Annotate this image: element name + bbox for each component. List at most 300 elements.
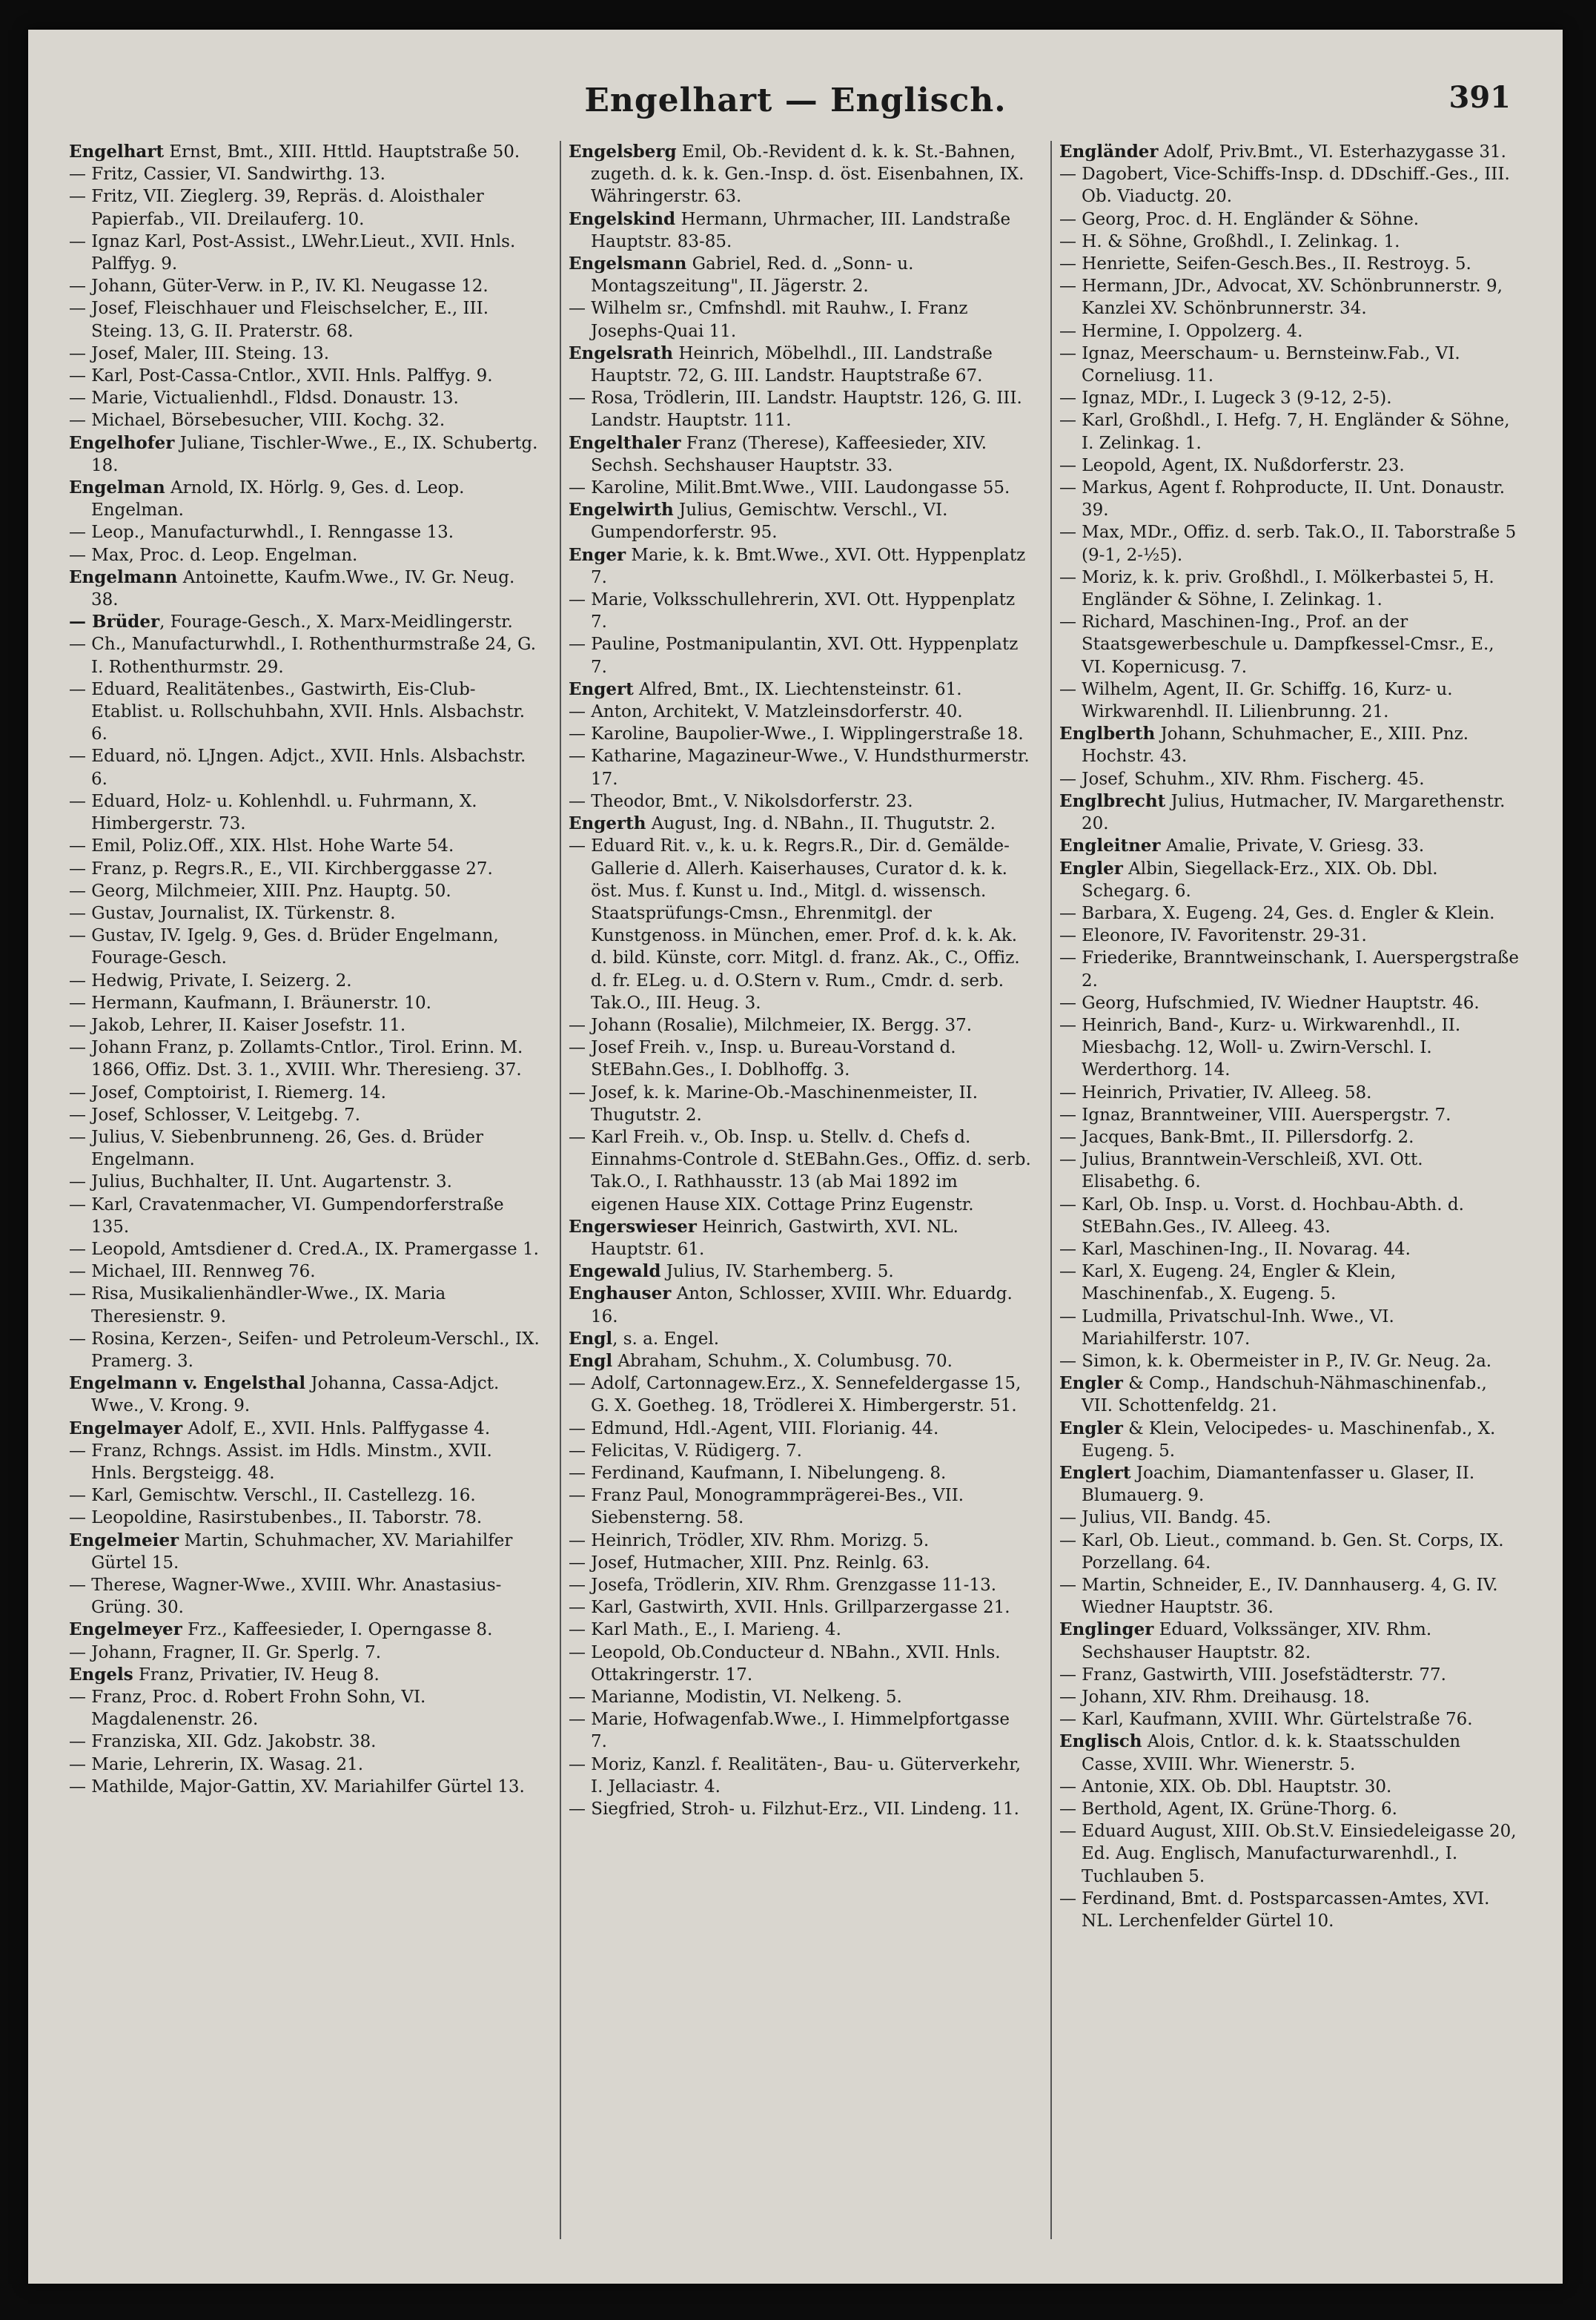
entry-headword: Engels (69, 1664, 133, 1685)
directory-entry (69, 1619, 540, 1641)
entry-text: — Marie, Hofwagenfab.Wwe., I. Himmelpfortgasse 7. (569, 1710, 1010, 1752)
page-number: 391 (1448, 80, 1511, 115)
entry-text: — Karl, Großhdl., I. Hefg. 7, H. Engländer & Söhne, I. Zelinkag. 1. (1059, 411, 1510, 453)
entry-text: — Therese, Wagner-Wwe., XVIII. Whr. Anastasius-Grüng. 30. (69, 1576, 502, 1618)
entry-text: Franz (Therese), Kaffeesieder, XIV. Sechsh. Sechshauser Hauptstr. 33. (591, 433, 987, 475)
entry-text: — Katharine, Magazineur-Wwe., V. Hundsthurmerstr. 17. (569, 747, 1030, 789)
directory-entry (69, 1731, 540, 1753)
directory-entry (69, 297, 540, 342)
entry-text: Franz, Privatier, IV. Heug 8. (133, 1665, 380, 1685)
directory-entry (69, 1642, 540, 1664)
entry-text: Julius, Hutmacher, IV. Margarethenstr. 20. (1082, 791, 1506, 834)
directory-entry (569, 1440, 1031, 1462)
entry-text: Heinrich, Gastwirth, XVI. NL. Hauptstr. 61. (591, 1217, 958, 1259)
entry-text: Adolf, Priv.Bmt., VI. Esterhazygasse 31. (1158, 142, 1506, 162)
directory-entry (569, 1754, 1031, 1798)
directory-entry (569, 1798, 1031, 1820)
directory-entry (1059, 275, 1522, 320)
directory-entry (1059, 1574, 1522, 1619)
entry-text: — Edmund, Hdl.-Agent, VIII. Florianig. 44. (569, 1418, 939, 1438)
entry-text: Juliane, Tischler-Wwe., E., IX. Schubertg. 18. (91, 433, 538, 475)
directory-entry (69, 902, 540, 925)
entry-text: — Heinrich, Band-, Kurz- u. Wirkwarenhdl., II. Miesbachg. 12, Woll- u. Zwirn-Verschl. I. Werderthorg. 14. (1059, 1015, 1461, 1080)
directory-entry (69, 1238, 540, 1260)
directory-entry (69, 992, 540, 1014)
entry-text: — Richard, Maschinen-Ing., Prof. an der Staatsgewerbeschule u. Dampfkessel-Cmsr., E., VI. Kopernicusg. 7. (1059, 612, 1494, 677)
directory-entry (1059, 343, 1522, 387)
entry-text: — Leop., Manufacturwhdl., I. Renngasse 13. (69, 523, 454, 543)
directory-entry (69, 566, 540, 611)
directory-entry (69, 432, 540, 477)
entry-text: — Martin, Schneider, E., IV. Dannhauserg. 4, G. IV. Wiedner Hauptstr. 36. (1059, 1576, 1498, 1618)
entry-text: — Eduard, nö. LJngen. Adjct., XVII. Hnls. Alsbachstr. 6. (69, 747, 526, 789)
directory-entry (69, 970, 540, 992)
entry-text: Eduard, Volkssänger, XIV. Rhm. Sechshauser Hauptstr. 82. (1082, 1620, 1432, 1662)
directory-entry (569, 208, 1031, 253)
directory-entry (569, 297, 1031, 342)
directory-entry (1059, 208, 1522, 231)
directory-entry (69, 835, 540, 857)
entry-text: — Josef, Fleischhauer und Fleischselcher, E., III. Steing. 13, G. II. Praterstr. 68. (69, 299, 489, 341)
directory-entry (69, 1126, 540, 1171)
entry-text: — Eduard Rit. v., k. u. k. Regrs.R., Dir. d. Gemälde-Gallerie d. Allerh. Kaiserhauses, Curator d. k. k. öst. Mus. f. Kunst u. Ind., Mitgl. d. wissensch. Staatsprüfungs-Cmsn., Ehrenmitgl. der Kunstgenoss. in München, emer. Prof. d. k. k. Ak. d. bild. Künste, corr. Mitgl. d. franz. Ak., C., Offiz. d. fr. ELeg. u. d. O.Stern v. Rum., Cmdr. d. serb. Tak.O., III. Heug. 3. (569, 836, 1020, 1013)
entry-text: — Julius, VII. Bandg. 45. (1059, 1508, 1271, 1528)
directory-entry (69, 1664, 540, 1686)
entry-headword: Engelman (69, 477, 165, 498)
entry-text: Julius, Gemischtw. Verschl., VI. Gumpendorferstr. 95. (591, 500, 948, 543)
entry-text: — Leopold, Amtsdiener d. Cred.A., IX. Pramergasse 1. (69, 1239, 539, 1259)
entry-headword: Engert (569, 678, 634, 699)
directory-entry (1059, 611, 1522, 678)
entry-headword: Engl (569, 1328, 613, 1349)
directory-entry (1059, 1686, 1522, 1708)
directory-entry (1059, 768, 1522, 790)
entry-text: — Georg, Hufschmied, IV. Wiedner Hauptstr. 46. (1059, 993, 1480, 1013)
directory-entry (569, 1328, 1031, 1350)
entry-text: — Henriette, Seifen-Gesch.Bes., II. Restroyg. 5. (1059, 254, 1471, 274)
directory-columns (69, 141, 1522, 2239)
column-left (69, 141, 540, 2239)
directory-entry (569, 835, 1031, 1014)
entry-text: Heinrich, Möbelhdl., III. Landstraße Hauptstr. 72, G. III. Landstr. Hauptstraße 67. (591, 343, 993, 386)
entry-text: — Wilhelm sr., Cmfnshdl. mit Rauhw., I. Franz Josephs-Quai 11. (569, 299, 968, 341)
entry-text: — Karl Freih. v., Ob. Insp. u. Stellv. d. Chefs d. Einnahms-Controle d. StEBahn.Ges., Offiz. d. serb. Tak.O., I. Rathhausstr. 13 (ab Mai 1892 im eigenen Hause XIX. Cottage Prinz Eugenstr. (569, 1127, 1031, 1214)
entry-text: — Karl, X. Eugeng. 24, Engler & Klein, Maschinenfab., X. Eugeng. 5. (1059, 1262, 1397, 1304)
entry-headword: Engelmann v. Engelsthal (69, 1373, 306, 1394)
entry-text: — Felicitas, V. Rüdigerg. 7. (569, 1441, 802, 1461)
directory-entry (69, 1283, 540, 1327)
entry-text: — Franz Paul, Monogrammprägerei-Bes., VII. Siebensterng. 58. (569, 1486, 964, 1528)
entry-text: — Josefa, Trödlerin, XIV. Rhm. Grenzgasse 11-13. (569, 1576, 997, 1595)
entry-text: — Marie, Victualienhdl., Fldsd. Donaustr. 13. (69, 389, 459, 409)
entry-text: , Fourage-Gesch., X. Marx-Meidlingerstr. (159, 612, 513, 632)
entry-text: — Karl, Cravatenmacher, VI. Gumpendorferstraße 135. (69, 1194, 504, 1237)
directory-entry (1059, 1798, 1522, 1820)
entry-text: — Karl, Post-Cassa-Cntlor., XVII. Hnls. Palffyg. 9. (69, 366, 493, 386)
entry-text: — Josef, Hutmacher, XIII. Pnz. Reinlg. 63. (569, 1553, 930, 1573)
entry-text: Gabriel, Red. d. „Sonn- u. Montagszeitung", II. Jägerstr. 2. (591, 254, 914, 297)
directory-entry (1059, 1350, 1522, 1372)
directory-entry (569, 1216, 1031, 1260)
entry-text: — Karl, Maschinen-Ing., II. Novarag. 44. (1059, 1239, 1411, 1259)
directory-entry (569, 1014, 1031, 1037)
entry-text: — Eduard, Holz- u. Kohlenhdl. u. Fuhrmann, X. Himbergerstr. 73. (69, 791, 477, 834)
directory-entry (569, 477, 1031, 499)
directory-entry (569, 432, 1031, 477)
directory-entry (569, 1596, 1031, 1619)
entry-text: — Barbara, X. Eugeng. 24, Ges. d. Engler & Klein. (1059, 903, 1495, 923)
directory-entry (1059, 902, 1522, 925)
entry-headword: Engelskind (569, 208, 676, 229)
directory-entry (69, 1530, 540, 1574)
directory-entry (69, 521, 540, 543)
directory-entry (1059, 1530, 1522, 1574)
entry-headword: Engelwirth (569, 500, 674, 520)
entry-text: Adolf, E., XVII. Hnls. Palffygasse 4. (182, 1418, 491, 1438)
entry-text: Marie, k. k. Bmt.Wwe., XVI. Ott. Hyppenplatz 7. (591, 545, 1026, 587)
entry-text: Johanna, Cassa-Adjct. Wwe., V. Krong. 9. (91, 1374, 500, 1416)
entry-text: — Markus, Agent f. Rohproducte, II. Unt. Donaustr. 39. (1059, 478, 1506, 520)
directory-entry (569, 1642, 1031, 1686)
directory-entry (69, 633, 540, 678)
directory-entry (1059, 477, 1522, 521)
directory-entry (69, 1776, 540, 1798)
entry-text: — Pauline, Postmanipulantin, XVI. Ott. Hyppenplatz 7. (569, 635, 1019, 677)
directory-entry (1059, 1731, 1522, 1775)
entry-text: — Ignaz, Branntweiner, VIII. Auerspergstr. 7. (1059, 1105, 1451, 1125)
directory-entry (1059, 387, 1522, 409)
directory-entry (69, 185, 540, 230)
directory-entry (1059, 1776, 1522, 1798)
directory-entry (1059, 1104, 1522, 1126)
entry-headword: Engelsrath (569, 343, 674, 363)
entry-text: — Ludmilla, Privatschul-Inh. Wwe., VI. Mariahilferstr. 107. (1059, 1306, 1394, 1349)
entry-text: — H. & Söhne, Großhdl., I. Zelinkag. 1. (1059, 231, 1400, 251)
directory-entry (1059, 1260, 1522, 1305)
entry-text: — Eleonore, IV. Favoritenstr. 29-31. (1059, 926, 1367, 946)
directory-entry (1059, 1418, 1522, 1462)
entry-text: — Eduard August, XIII. Ob.St.V. Einsiedeleigasse 20, Ed. Aug. Englisch, Manufacturwarenhdl., I. Tuchlauben 5. (1059, 1822, 1517, 1886)
directory-entry (569, 1686, 1031, 1708)
directory-page (28, 30, 1563, 2284)
directory-entry (569, 1037, 1031, 1081)
entry-text: Alois, Cntlor. d. k. k. Staatsschulden Casse, XVIII. Whr. Wienerstr. 5. (1082, 1732, 1461, 1774)
entry-text: — Simon, k. k. Obermeister in P., IV. Gr. Neug. 2a. (1059, 1351, 1492, 1371)
directory-entry (1059, 141, 1522, 163)
directory-entry (1059, 1619, 1522, 1663)
directory-entry (569, 1552, 1031, 1574)
directory-entry (69, 1484, 540, 1507)
directory-entry (1059, 992, 1522, 1014)
entry-text: — Julius, Branntwein-Verschleiß, XVI. Ott. Elisabethg. 6. (1059, 1150, 1423, 1192)
entry-headword: Engelhofer (69, 432, 175, 453)
directory-entry (569, 1372, 1031, 1417)
entry-text: — Ignaz Karl, Post-Assist., LWehr.Lieut., XVII. Hnls. Palffyg. 9. (69, 231, 516, 274)
entry-text: — Karoline, Baupolier-Wwe., I. Wipplingerstraße 18. (569, 724, 1024, 744)
directory-entry (69, 1328, 540, 1372)
directory-entry (569, 544, 1031, 589)
entry-text: — Heinrich, Trödler, XIV. Rhm. Morizg. 5. (569, 1530, 930, 1550)
entry-headword: Englert (1059, 1462, 1131, 1483)
directory-entry (1059, 320, 1522, 343)
entry-text: Ernst, Bmt., XIII. Httld. Hauptstraße 50. (164, 142, 520, 162)
entry-text: — Friederike, Branntweinschank, I. Auerspergstraße 2. (1059, 948, 1519, 991)
entry-text: — Franz, p. Regrs.R., E., VII. Kirchberggasse 27. (69, 859, 493, 879)
directory-entry (1059, 790, 1522, 835)
directory-entry (69, 1082, 540, 1104)
entry-text: — Max, MDr., Offiz. d. serb. Tak.O., II. Taborstraße 5 (9-1, 2-½5). (1059, 523, 1517, 565)
directory-entry (569, 678, 1031, 701)
running-title: Engelhart — Englisch. (584, 82, 1007, 119)
directory-entry (1059, 1462, 1522, 1507)
directory-entry (69, 611, 540, 633)
entry-text: — Ignaz, MDr., I. Lugeck 3 (9-12, 2-5). (1059, 389, 1392, 409)
entry-text: Albin, Siegellack-Erz., XIX. Ob. Dbl. Schegarg. 6. (1082, 859, 1438, 901)
entry-headword: Engewald (569, 1261, 661, 1282)
entry-text: — Fritz, Cassier, VI. Sandwirthg. 13. (69, 165, 385, 185)
entry-text: — Franz, Proc. d. Robert Frohn Sohn, VI. Magdalenenstr. 26. (69, 1688, 426, 1730)
directory-entry (69, 1686, 540, 1731)
directory-entry (569, 1619, 1031, 1641)
entry-text: — Johann, Fragner, II. Gr. Sperlg. 7. (69, 1642, 382, 1662)
entry-text: — Karl, Ob. Lieut., command. b. Gen. St. Corps, IX. Porzellang. 64. (1059, 1530, 1504, 1573)
entry-text: — Emil, Poliz.Off., XIX. Hlst. Hohe Warte 54. (69, 836, 454, 856)
entry-text: Abraham, Schuhm., X. Columbusg. 70. (612, 1351, 953, 1371)
directory-entry (69, 880, 540, 902)
entry-text: — Julius, Buchhalter, II. Unt. Augartenstr. 3. (69, 1172, 452, 1192)
entry-text: — Jakob, Lehrer, II. Kaiser Josefstr. 11. (69, 1015, 406, 1035)
directory-entry (1059, 1306, 1522, 1350)
directory-entry (569, 253, 1031, 297)
entry-text: — Karl, Kaufmann, XVIII. Whr. Gürtelstraße 76. (1059, 1710, 1473, 1730)
directory-entry (569, 387, 1031, 432)
entry-headword: Engelthaler (569, 432, 681, 453)
entry-headword: Englbrecht (1059, 790, 1166, 811)
entry-text: — Anton, Architekt, V. Matzleinsdorferstr. 40. (569, 702, 963, 722)
entry-text: — Jacques, Bank-Bmt., II. Pillersdorfg. 2. (1059, 1127, 1414, 1147)
directory-entry (1059, 723, 1522, 767)
directory-entry (69, 858, 540, 880)
directory-entry (569, 1708, 1031, 1753)
entry-text: — Johann Franz, p. Zollamts-Cntlor., Tirol. Erinn. M. 1866, Offiz. Dst. 3. 1., XVIII. Whr. Theresieng. 37. (69, 1038, 523, 1080)
entry-text: — Josef, Schlosser, V. Leitgebg. 7. (69, 1105, 361, 1125)
directory-entry (1059, 678, 1522, 723)
directory-entry (1059, 455, 1522, 477)
directory-entry (69, 141, 540, 163)
entry-headword: Englinger (1059, 1619, 1154, 1640)
directory-entry (1059, 1507, 1522, 1529)
directory-entry (569, 343, 1031, 387)
column-right (1050, 141, 1522, 2239)
entry-text: — Siegfried, Stroh- u. Filzhut-Erz., VII. Lindeng. 11. (569, 1800, 1019, 1820)
directory-entry (69, 1014, 540, 1037)
directory-entry (69, 1171, 540, 1193)
directory-entry (569, 1126, 1031, 1216)
directory-entry (69, 745, 540, 790)
directory-entry (69, 1418, 540, 1440)
directory-entry (69, 477, 540, 521)
entry-text: — Marianne, Modistin, VI. Nelkeng. 5. (569, 1688, 902, 1708)
directory-entry (69, 1507, 540, 1529)
entry-headword: Engler (1059, 1373, 1123, 1394)
directory-entry (569, 1283, 1031, 1327)
entry-text: — Ferdinand, Kaufmann, I. Nibelungeng. 8. (569, 1463, 947, 1483)
entry-text: — Heinrich, Privatier, IV. Alleeg. 58. (1059, 1083, 1372, 1103)
entry-text: — Moriz, k. k. priv. Großhdl., I. Mölkerbastei 5, H. Engländer & Söhne, I. Zelinkag. 1. (1059, 567, 1494, 610)
entry-text: — Josef, Comptoirist, I. Riemerg. 14. (69, 1083, 386, 1103)
directory-entry (1059, 1149, 1522, 1193)
directory-entry (69, 1440, 540, 1484)
entry-text: — Georg, Proc. d. H. Engländer & Söhne. (1059, 209, 1420, 229)
directory-entry (69, 365, 540, 387)
entry-headword: Engelsmann (569, 254, 687, 274)
directory-entry (69, 544, 540, 566)
directory-entry (1059, 1820, 1522, 1888)
directory-entry (69, 1104, 540, 1126)
entry-text: — Ferdinand, Bmt. d. Postsparcassen-Amtes, XVI. NL. Lerchenfelder Gürtel 10. (1059, 1888, 1490, 1931)
entry-text: — Hedwig, Private, I. Seizerg. 2. (69, 971, 352, 991)
entry-text: — Rosa, Trödlerin, III. Landstr. Hauptstr. 126, G. III. Landstr. Hauptstr. 111. (569, 389, 1022, 431)
directory-entry (1059, 1372, 1522, 1417)
directory-entry (69, 1194, 540, 1238)
directory-entry (569, 1350, 1031, 1372)
directory-entry (1059, 1888, 1522, 1932)
directory-entry (1059, 566, 1522, 611)
entry-text: Emil, Ob.-Revident d. k. k. St.-Bahnen, zugeth. d. k. k. Gen.-Insp. d. öst. Eisenbahnen, IX. Währingerstr. 63. (591, 142, 1024, 207)
entry-text: Amalie, Private, V. Griesg. 33. (1160, 836, 1425, 856)
directory-entry (569, 499, 1031, 543)
entry-text: — Johann, XIV. Rhm. Dreihausg. 18. (1059, 1688, 1370, 1708)
directory-entry (1059, 1126, 1522, 1149)
directory-entry (1059, 1194, 1522, 1238)
entry-text: Johann, Schuhmacher, E., XIII. Pnz. Hochstr. 43. (1082, 724, 1469, 767)
entry-headword: Enghauser (569, 1283, 672, 1304)
entry-headword: Engelmann (69, 566, 178, 587)
directory-entry (569, 141, 1031, 208)
entry-text: — Josef, k. k. Marine-Ob.-Maschinenmeister, II. Thugutstr. 2. (569, 1083, 979, 1125)
entry-text: Arnold, IX. Hörlg. 9, Ges. d. Leop. Engelman. (91, 478, 465, 520)
entry-text: — Karl, Ob. Insp. u. Vorst. d. Hochbau-Abth. d. StEBahn.Ges., IV. Alleeg. 43. (1059, 1194, 1464, 1237)
entry-text: Martin, Schuhmacher, XV. Mariahilfer Gürtel 15. (91, 1530, 513, 1573)
directory-entry (569, 1484, 1031, 1529)
entry-text: — Rosina, Kerzen-, Seifen- und Petroleum-Verschl., IX. Pramerg. 3. (69, 1329, 540, 1371)
entry-headword: Englberth (1059, 724, 1156, 744)
entry-text: — Risa, Musikalienhändler-Wwe., IX. Maria Theresienstr. 9. (69, 1284, 446, 1326)
entry-headword: Engelmayer (69, 1418, 183, 1438)
entry-text: — Hermine, I. Oppolzerg. 4. (1059, 321, 1303, 341)
entry-text: — Karl Math., E., I. Marieng. 4. (569, 1620, 841, 1640)
entry-text: — Adolf, Cartonnagew.Erz., X. Sennefeldergasse 15, G. X. Goetheg. 18, Trödlerei X. Himbergerstr. 51. (569, 1374, 1021, 1416)
entry-headword: Engelhart (69, 142, 165, 162)
directory-entry (69, 343, 540, 365)
entry-text: — Karl, Gastwirth, XVII. Hnls. Grillparzergasse 21. (569, 1598, 1010, 1618)
entry-text: — Josef, Schuhm., XIV. Rhm. Fischerg. 45. (1059, 769, 1425, 789)
directory-entry (569, 790, 1031, 813)
entry-text: — Karoline, Milit.Bmt.Wwe., VIII. Laudongasse 55. (569, 478, 1010, 498)
entry-text: — Michael, III. Rennweg 76. (69, 1262, 316, 1282)
entry-text: — Leopold, Agent, IX. Nußdorferstr. 23. (1059, 455, 1405, 475)
directory-entry (1059, 253, 1522, 275)
entry-text: — Eduard, Realitätenbes., Gastwirth, Eis-Club-Etablist. u. Rollschuhbahn, XVII. Hnls. Alsbachstr. 6. (69, 679, 526, 744)
directory-entry (569, 589, 1031, 633)
entry-text: — Leopoldine, Rasirstubenbes., II. Taborstr. 78. (69, 1508, 483, 1528)
column-middle (560, 141, 1031, 2239)
entry-text: — Gustav, Journalist, IX. Türkenstr. 8. (69, 903, 396, 923)
entry-text: , s. a. Engel. (612, 1329, 720, 1349)
entry-headword: Engler (1059, 1418, 1123, 1438)
directory-entry (69, 163, 540, 185)
directory-entry (69, 1754, 540, 1776)
entry-text: — Theodor, Bmt., V. Nikolsdorferstr. 23. (569, 791, 913, 811)
directory-entry (1059, 858, 1522, 902)
directory-entry (569, 1530, 1031, 1552)
entry-text: Hermann, Uhrmacher, III. Landstraße Hauptstr. 83-85. (591, 209, 1011, 251)
entry-headword: Engler (1059, 858, 1123, 879)
entry-text: & Klein, Velocipedes- u. Maschinenfab., X. Eugeng. 5. (1082, 1418, 1496, 1461)
entry-text: — Dagobert, Vice-Schiffs-Insp. d. DDschiff.-Ges., III. Ob. Viaductg. 20. (1059, 165, 1510, 207)
entry-text: — Marie, Lehrerin, IX. Wasag. 21. (69, 1754, 364, 1774)
entry-text: — Michael, Börsebesucher, VIII. Kochg. 32. (69, 411, 446, 431)
entry-text: — Leopold, Ob.Conducteur d. NBahn., XVII. Hnls. Ottakringerstr. 17. (569, 1642, 1001, 1685)
entry-headword: Englisch (1059, 1731, 1142, 1752)
entry-text: — Josef, Maler, III. Steing. 13. (69, 343, 330, 363)
directory-entry (69, 1037, 540, 1081)
entry-headword: Engerth (569, 813, 646, 834)
entry-text: — Max, Proc. d. Leop. Engelman. (69, 545, 358, 565)
directory-entry (1059, 835, 1522, 857)
entry-headword: Engelsberg (569, 142, 677, 162)
directory-entry (69, 1260, 540, 1283)
entry-text: — Antonie, XIX. Ob. Dbl. Hauptstr. 30. (1059, 1777, 1392, 1797)
directory-entry (69, 1372, 540, 1417)
directory-entry (569, 1574, 1031, 1596)
entry-text: — Wilhelm, Agent, II. Gr. Schiffg. 16, Kurz- u. Wirkwarenhdl. II. Lilienbrunng. 21. (1059, 679, 1453, 722)
entry-text: August, Ing. d. NBahn., II. Thugutstr. 2. (646, 814, 996, 834)
entry-headword: Enger (569, 544, 626, 565)
directory-entry (69, 925, 540, 969)
directory-entry (69, 231, 540, 275)
directory-entry (569, 1082, 1031, 1126)
directory-entry (1059, 1082, 1522, 1104)
entry-text: — Ch., Manufacturwhdl., I. Rothenthurmstraße 24, G. I. Rothenthurmstr. 29. (69, 635, 537, 677)
directory-entry (1059, 163, 1522, 208)
entry-headword: Engl (569, 1350, 613, 1371)
entry-text: Joachim, Diamantenfasser u. Glaser, II. Blumauerg. 9. (1082, 1463, 1475, 1506)
entry-text: — Franziska, XII. Gdz. Jakobstr. 38. (69, 1732, 377, 1752)
directory-entry (1059, 409, 1522, 454)
directory-entry (69, 790, 540, 835)
entry-headword: Engelmeier (69, 1530, 179, 1550)
entry-headword: Engleitner (1059, 836, 1161, 856)
directory-entry (1059, 1708, 1522, 1731)
entry-text: — Berthold, Agent, IX. Grüne-Thorg. 6. (1059, 1800, 1397, 1820)
directory-entry (1059, 1664, 1522, 1686)
entry-headword: Engelmeyer (69, 1619, 182, 1640)
directory-entry (69, 387, 540, 409)
entry-text: Frz., Kaffeesieder, I. Operngasse 8. (182, 1620, 493, 1640)
entry-text: — Karl, Gemischtw. Verschl., II. Castellezg. 16. (69, 1486, 476, 1506)
entry-text: — Gustav, IV. Igelg. 9, Ges. d. Brüder Engelmann, Fourage-Gesch. (69, 926, 499, 968)
directory-entry (569, 1260, 1031, 1283)
entry-text: — Hermann, Kaufmann, I. Bräunerstr. 10. (69, 993, 431, 1013)
entry-headword: Engerswieser (569, 1216, 697, 1237)
entry-text: — Julius, V. Siebenbrunneng. 26, Ges. d. Brüder Engelmann. (69, 1127, 483, 1170)
directory-entry (569, 723, 1031, 745)
entry-text: — Ignaz, Meerschaum- u. Bernsteinw.Fab., VI. Corneliusg. 11. (1059, 343, 1460, 386)
entry-text: — Moriz, Kanzl. f. Realitäten-, Bau- u. Güterverkehr, I. Jellaciastr. 4. (569, 1754, 1021, 1797)
entry-text: Antoinette, Kaufm.Wwe., IV. Gr. Neug. 38. (91, 567, 515, 610)
directory-entry (69, 409, 540, 432)
